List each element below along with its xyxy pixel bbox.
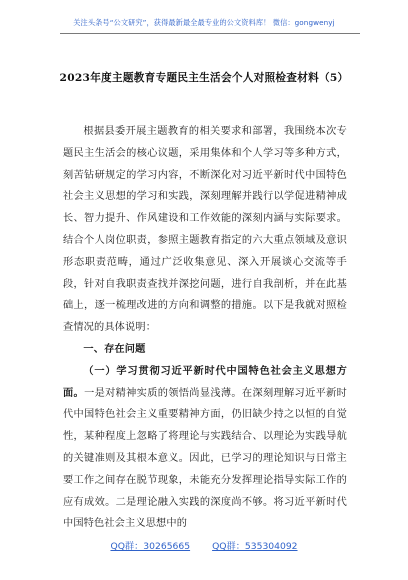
- qq-group-link-2[interactable]: QQ群：535304092: [212, 541, 298, 552]
- subsection-heading: （一）学习贯彻习近平新时代中国特色社会主义思想方面。: [63, 364, 347, 399]
- qq-group-link-1[interactable]: QQ群：30265665: [110, 541, 191, 552]
- document-title: 2023年度主题教育专题民主生活会个人对照检查材料（5）: [59, 72, 349, 84]
- footer: [0, 538, 408, 552]
- intro-paragraph: 根据县委开展主题教育的相关要求和部署，我围绕本次专题民主生活会的核心议题，采用集体和个人学习等多种方式，刻苦钻研规定的学习内容，不断深化对习近平新时代中国特色社会主义思想的学习和实践，深刻理解并践行以学促进精神成长、智力提升、作风建设和工作效能的深刻内涵与实际要求。结合个人岗位职责，参照主题教育指定的六大重点领域及意识形态职责范畴，通过广泛收集意见、深入开展谈心交流等手段，针对自我职责查找并深挖问题，进行自我剖析，并在此基础上，逐一梳理改进的方向和调整的措施。以下是我就对照检查情况的具体说明：: [63, 126, 347, 334]
- section-heading: 一、存在问题: [83, 342, 146, 355]
- header-banner: 关注头条号“公文研究”，获得最新最全最专业的公文资料库！ 微信：gongwenyj: [73, 18, 335, 27]
- subsection-body: 一是对精神实质的领悟尚显浅薄。在深刻理解习近平新时代中国特色社会主义重要精神方面，仍旧缺少持之以恒的自觉性，某种程度上忽略了将理论与实践结合、以理论为实践导航的关键准则及其根本意义。因此，已学习的理论知识与日常主要工作之间存在脱节现象，未能充分发挥理论指导实际工作的应有成效。二是理论融入实践的深度尚不够。将习近平新时代中国特色社会主义思想中的: [63, 387, 347, 530]
- subsection-paragraph: [63, 361, 347, 535]
- document-body: [63, 121, 347, 535]
- header-divider: [60, 33, 360, 34]
